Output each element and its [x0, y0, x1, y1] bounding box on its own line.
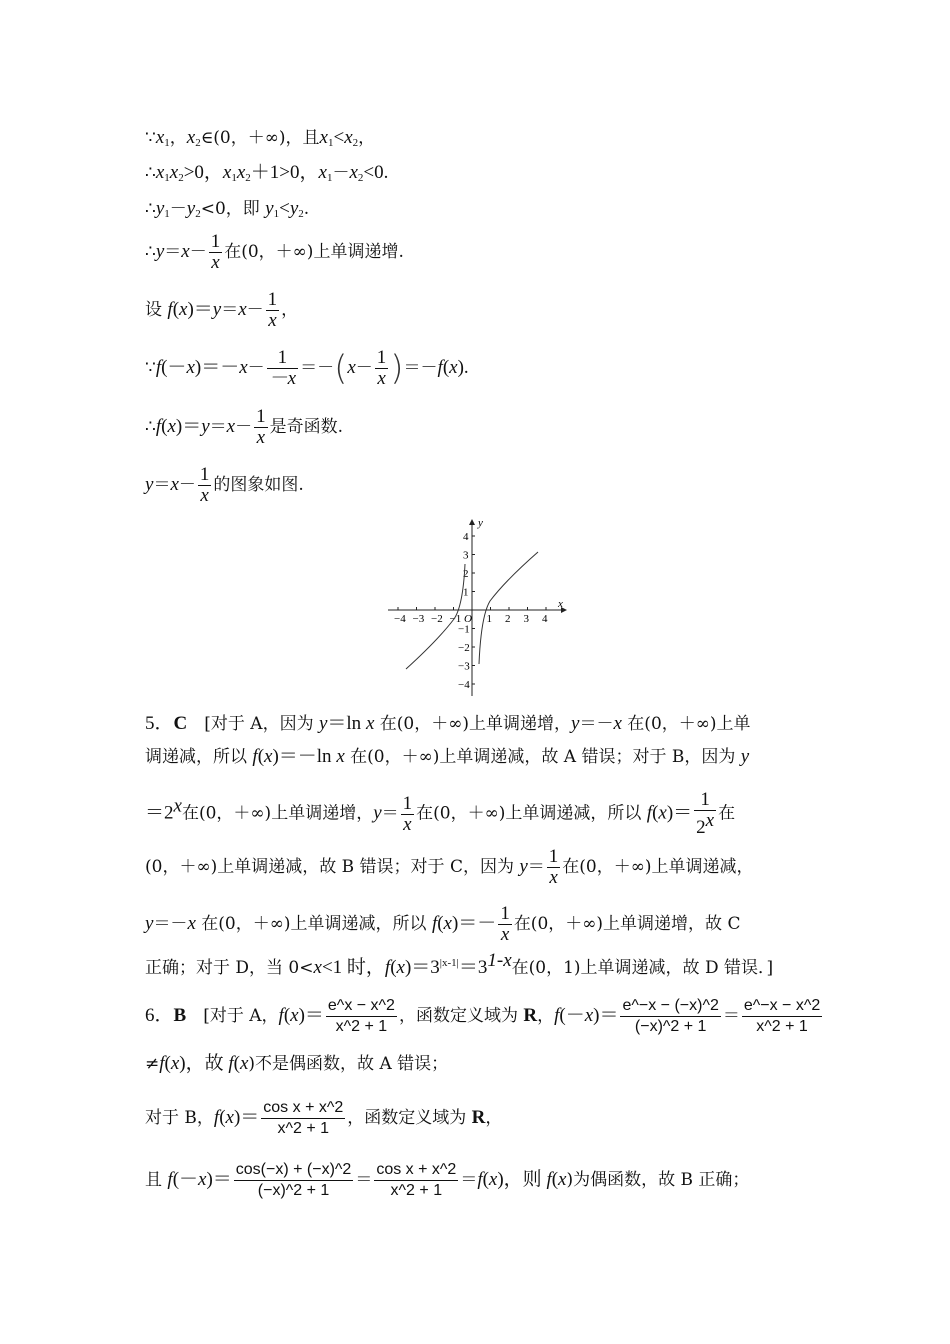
q5-line-1: 5．C [对于 A，因为 y＝ln x 在(0，＋∞)上单调递增，y＝－x 在(0，＋∞)上单 [145, 713, 751, 734]
x-tick-label: −1 [449, 613, 462, 625]
x-tick-label: 4 [542, 613, 548, 625]
text-line-7: ∴f(x)＝y＝x－ $\frac{1}{x}$ 是奇函数. [145, 406, 343, 448]
x-tick-label: 3 [523, 613, 529, 625]
text-line-5: 设 f(x)＝y＝x－ $\frac{1}{x}$ ， [145, 289, 299, 331]
fraction: $\frac{1}{x}$ [548, 846, 559, 888]
fraction: $\frac{1}{2^x}$ [696, 789, 715, 838]
text-line-3: $\therefore y_1-y_2<0$，即 $y_1<y_2$. [145, 198, 310, 220]
q5-line-2: 调递减，所以 f(x)＝－ln x 在(0，＋∞)上单调递减，故 A 错误；对于 B，因为 y [145, 746, 750, 767]
x-tick-label: −3 [412, 613, 425, 625]
fraction: $\frac{1}{x}$ [256, 406, 266, 448]
y-tick-label: 2 [463, 568, 469, 580]
fraction: $\frac{1}{x}$ [500, 903, 510, 945]
y-tick-label: 4 [463, 531, 469, 543]
text-line-2: $\therefore x_1x_2>0$，$x_1x_2+1>0$，$x_1-x_2<0$. [145, 162, 389, 184]
fraction: $\frac{1}{x}$ [267, 289, 278, 331]
function-graph [386, 516, 576, 698]
y-tick-label: −3 [458, 660, 470, 673]
x-tick-label: −2 [431, 613, 443, 625]
q5-line-3: $=2^x$在(0，＋∞)上单调递增，y＝ $\frac{1}{x}$ 在(0，＋∞)上单调递减，所以 f(x)＝ $\frac{1}{2^x}$ 在 [145, 789, 736, 838]
y-tick-label: 3 [463, 549, 469, 562]
y-tick-label: 1 [463, 586, 469, 599]
q6-line-1: 6．B [对于 A，f(x)＝ $\frac{e\^{}x - x\^{}2}{x\^{}2 + 1}$ ，函数定义域为 R，f(－x)＝ $\frac{e\^{}-x - (-x)\^{}2}{(-x)\^{}2 + 1}$ ＝ $\frac{e\^{}-x - x\^{}2}{x\^{}2 + 1}$ [145, 997, 821, 1035]
x-axis-label: x [558, 598, 563, 610]
x-tick-label: 2 [505, 613, 511, 625]
text-line-8: y＝x－ $\frac{1}{x}$ 的图象如图. [145, 464, 304, 506]
y-axis-label: y [478, 517, 483, 529]
fraction: $\frac{\cos(-x) + (-x)\^{}2}{(-x)\^{}2 + 1}$ [235, 1161, 352, 1199]
fraction: $\frac{1}{-x}$ [268, 347, 297, 389]
y-tick-label: −1 [458, 623, 470, 636]
q5-line-4: (0，＋∞)上单调递减，故 B 错误；对于 C，因为 y＝ $\frac{1}{x}$ 在(0，＋∞)上单调递减， [145, 846, 754, 888]
fraction: $\frac{e\^{}-x - (-x)\^{}2}{(-x)\^{}2 + 1}$ [622, 997, 719, 1035]
q6-line-3: 对于 B，f(x)＝ $\frac{\text{cos x + x\textasciicircum{}2}}{x\^{}2 + 1}$ ，函数定义域为 R， [145, 1099, 503, 1137]
q6-line-2: ≠f(x)，故 f(x)不是偶函数，故 A 错误； [145, 1053, 449, 1074]
x-tick-label: 1 [486, 613, 492, 625]
y-tick-label: −4 [458, 679, 470, 691]
q5-line-5: y＝－x 在(0，＋∞)上单调递减，所以 f(x)＝－ $\frac{1}{x}$ 在(0，＋∞)上单调递增，故 C [145, 903, 741, 945]
fraction: $\frac{1}{x}$ [402, 792, 413, 835]
x-tick-label: −4 [394, 613, 406, 625]
q5-line-6: 正确；对于 D，当 0<x<1 时，$f(x)=3^{|x-1|}=3^{1-x}$在(0，1)上单调递减，故 D 错误．] [145, 950, 774, 978]
fraction: $\frac{\text{cos x + x\textasciicircum{}2}}{x\^{}2 + 1}$ [263, 1099, 344, 1137]
fraction: $\frac{1}{x}$ [210, 231, 221, 273]
origin-label: O [464, 613, 472, 625]
text-line-1: $\because x_1$，$x_2\in(0$，＋∞)，且$x_1<x_2$， [145, 127, 376, 149]
fraction: $\frac{1}{x}$ [199, 464, 210, 506]
y-tick-label: −2 [458, 642, 470, 654]
fraction: $\frac{e\^{}-x - x\^{}2}{x\^{}2 + 1}$ [743, 997, 821, 1035]
fraction: $\frac{1}{x}$ [376, 347, 387, 389]
text-line-6: ∵f(－x)＝－x－ $\frac{1}{-x}$ ＝－(x－ $\frac{1}{x}$ )＝－f(x). [145, 347, 469, 389]
text-line-4: ∴y＝x－ $\frac{1}{x}$ 在(0，＋∞)上单调递增. [145, 231, 404, 273]
fraction: $\frac{e\^{}x - x\^{}2}{x\^{}2 + 1}$ [327, 997, 395, 1035]
fraction: $\frac{\text{cos x + x\textasciicircum{}2}}{x\^{}2 + 1}$ [376, 1161, 457, 1199]
q6-line-4: 且 f(－x)＝ $\frac{\cos(-x) + (-x)\^{}2}{(-x)\^{}2 + 1}$ ＝ $\frac{\text{cos x + x\textasciicircum{}2}}{x\^{}2 + 1}$ ＝f(x)，则 f(x)为偶函数，故 B 正确； [145, 1161, 750, 1199]
